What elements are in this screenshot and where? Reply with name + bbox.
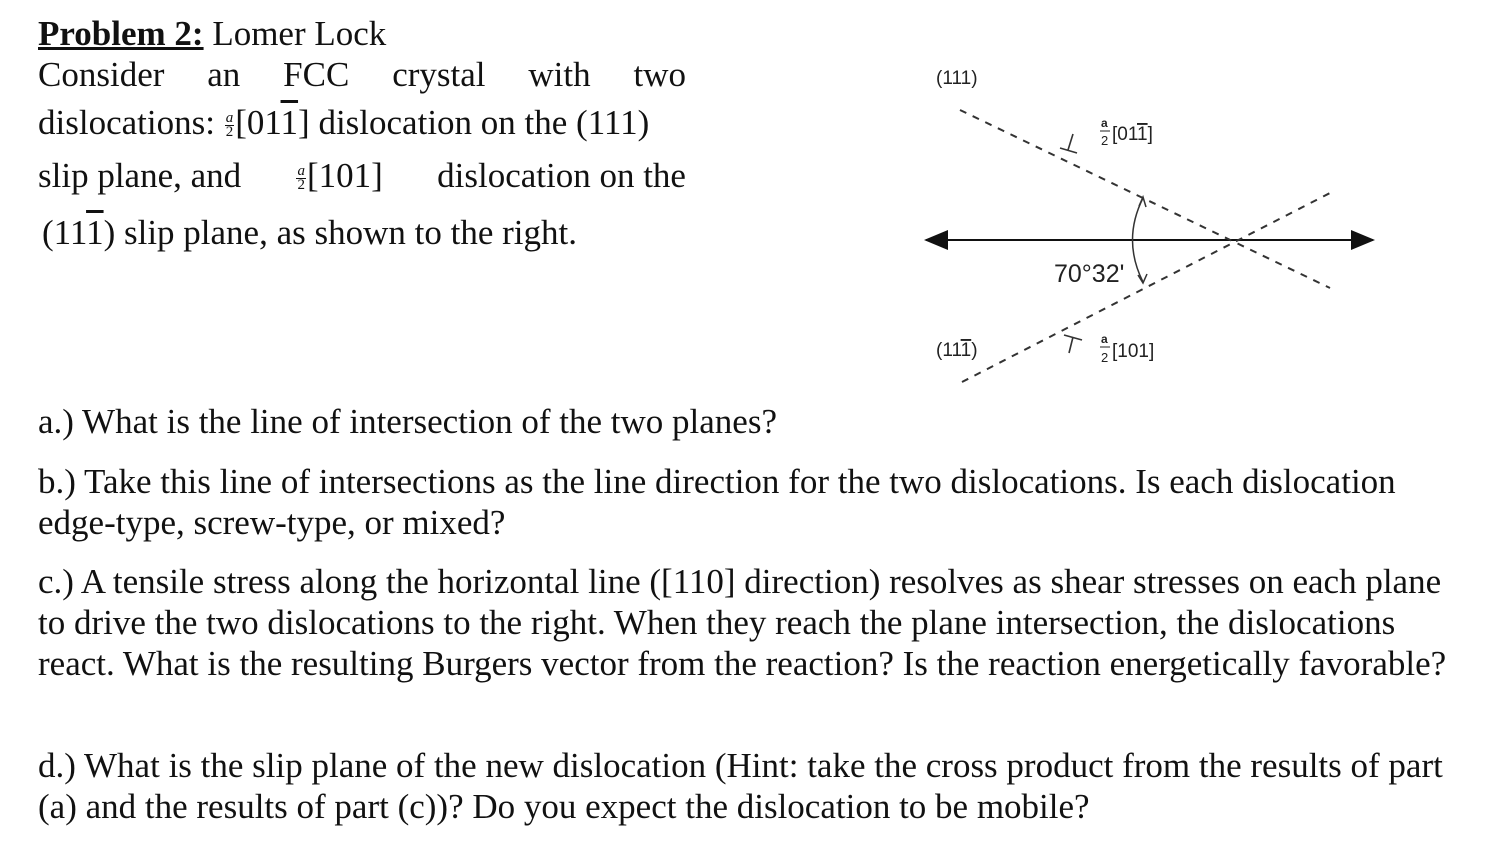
fraction-a-over-2: $\frac{a}{2}$	[225, 110, 234, 141]
angle-label: 70°32'	[1054, 260, 1125, 288]
svg-text:[101]: [101]	[1112, 341, 1155, 362]
plane-label-111: (111)	[936, 68, 978, 89]
question-c: c.) A tensile stress along the horizontal line ([110] direction) resolves as shear stresses on each plane to drive the two dislocations to the right. When they reach the plane intersection, the dislocations react. What is the resulting Burgers vector from the reaction? Is the reaction energetically favorable?	[38, 562, 1447, 683]
intro-line-3: slip plane, and $\frac{a}{2}$ [101] dislocation on the	[38, 156, 686, 195]
dislocation-symbol-top	[1060, 134, 1077, 153]
intro-line-4: (111) slip plane, as shown to the right.	[42, 213, 577, 252]
burgers-vector-label-bottom	[1100, 332, 1154, 365]
burgers-vector-label-top	[1100, 116, 1153, 148]
dislocation-symbol-bottom	[1064, 335, 1082, 353]
svg-text:2: 2	[1101, 350, 1109, 365]
svg-text:a: a	[1101, 332, 1108, 346]
problem-label: Problem 2:	[38, 14, 204, 53]
plane-label-11bar1: (111)	[936, 340, 978, 361]
intro-line-1: Consider an FCC crystal with two	[38, 55, 686, 94]
question-d: d.) What is the slip plane of the new dislocation (Hint: take the cross product from the results of part (a) and the results of part (c))? Do you expect the dislocation to be mobile?	[38, 746, 1443, 826]
fraction-a-over-2: $\frac{a}{2}$	[297, 163, 305, 194]
question-b: b.) Take this line of intersections as the line direction for the two dislocations. Is each dislocation edge-type, screw-type, or mixed?	[38, 462, 1396, 542]
problem-title: Lomer Lock	[212, 14, 387, 53]
svg-text:2: 2	[1101, 133, 1109, 148]
intro-line-2: dislocations: $\frac{a}{2}$ [011] dislocation on the (111)	[38, 103, 650, 142]
svg-text:a: a	[1101, 116, 1108, 130]
question-a: a.) What is the line of intersection of the two planes?	[38, 402, 777, 441]
svg-text:[011]: [011]	[1112, 124, 1153, 145]
